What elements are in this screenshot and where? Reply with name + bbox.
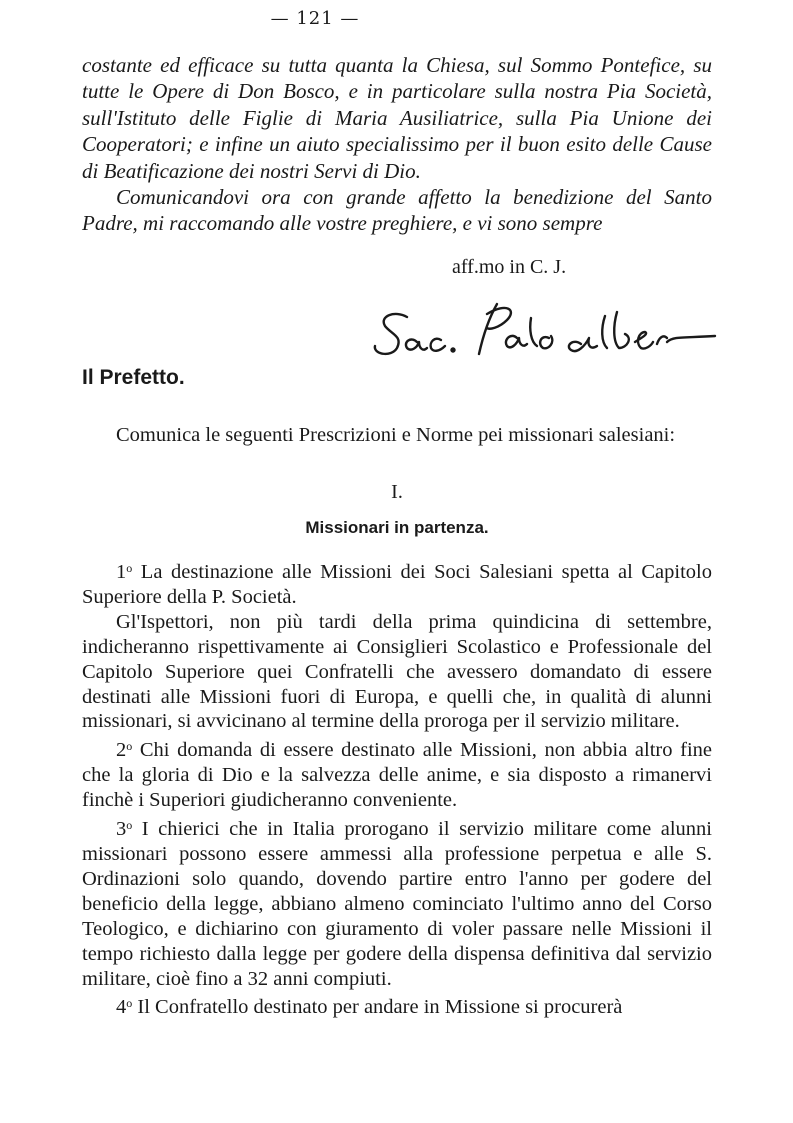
item-number: 1 <box>116 561 127 583</box>
item-1-paragraph <box>82 556 712 610</box>
item-text: I chierici che in Italia prorogano il servizio militare come alunni missionari possono essere ammessi alla professione perpetua e alle S. Ordinazioni solo quando, dovendo partire entro l'anno per godere del beneficio della legge, abbiano almeno cominciato l'ultimo anno del Corso Teologico, e dichiarino con giuramento di voler passare nelle Missioni il tempo richiesto dalla legge per godere della dispensa definitiva dal servizio militare, cioè fino a 32 anni compiuti. <box>82 818 712 990</box>
item-text: Il Confratello destinato per andare in Missione si procurerà <box>132 996 623 1019</box>
letter-paragraph-1: costante ed efficace su tutta quanta la Chiesa, sul Sommo Pontefice, su tutte le Opere di Don Bosco, e in particolare sulla nostra Pia Società, sull'Istituto delle Figlie di Maria Ausiliatrice, sulla Pia Unione dei Cooperatori; e infine un aiuto specialissimo per il buon esito delle Cause di Beatificazione dei nostri Servi di Dio. <box>82 53 712 183</box>
item-number: 3 <box>116 818 127 841</box>
roman-numeral: I. <box>391 481 403 503</box>
item-number: 4 <box>116 996 127 1019</box>
item-4-paragraph <box>82 991 712 1020</box>
letter-paragraph-2: Comunicandovi ora con grande affetto la benedizione del Santo Padre, mi raccomando alle vostre preghiere, e vi sono sempre <box>82 185 712 236</box>
section-intro <box>82 423 712 448</box>
ordinal-mark: o <box>126 818 133 833</box>
section-subtitle: Missionari in partenza. <box>305 518 489 537</box>
letter-closing: aff.mo in C. J. <box>452 256 567 278</box>
ordinal-mark: o <box>126 996 133 1011</box>
letter-body <box>82 52 712 237</box>
ordinal-mark: o <box>126 561 133 575</box>
ordinal-mark: o <box>126 739 133 754</box>
handwritten-signature <box>367 292 717 362</box>
item-text: Chi domanda di essere destinato alle Missioni, non abbia altro fine che la gloria di Dio e la salvezza delle anime, e sia disposto a rimanervi finchè i Superiori giudicheranno conveniente. <box>82 739 712 812</box>
item-number: 2 <box>116 739 127 762</box>
item-1-continuation: Gl'Ispettori, non più tardi della prima quindicina di settembre, indicheranno rispettivamente ai Consiglieri Scolastico e Professionale del Capitolo Superiore quei Confratelli che avessero domandato di essere destinati alle Missioni fuori di Europa, e quelli che, in qualità di alunni missionari, si avvicinano al termine della proroga per il servizio militare. <box>82 610 712 733</box>
intro-paragraph: Comunica le seguenti Prescrizioni e Norme pei missionari salesiani: <box>116 424 676 446</box>
item-2-paragraph <box>82 734 712 813</box>
numbered-items <box>82 556 712 1020</box>
item-text: La destinazione alle Missioni dei Soci Salesiani spetta al Capitolo Superiore della P. Società. <box>82 561 712 608</box>
section-heading: Il Prefetto. <box>82 366 185 389</box>
item-3-paragraph <box>82 813 712 991</box>
page-number: — 121 — <box>270 8 360 29</box>
